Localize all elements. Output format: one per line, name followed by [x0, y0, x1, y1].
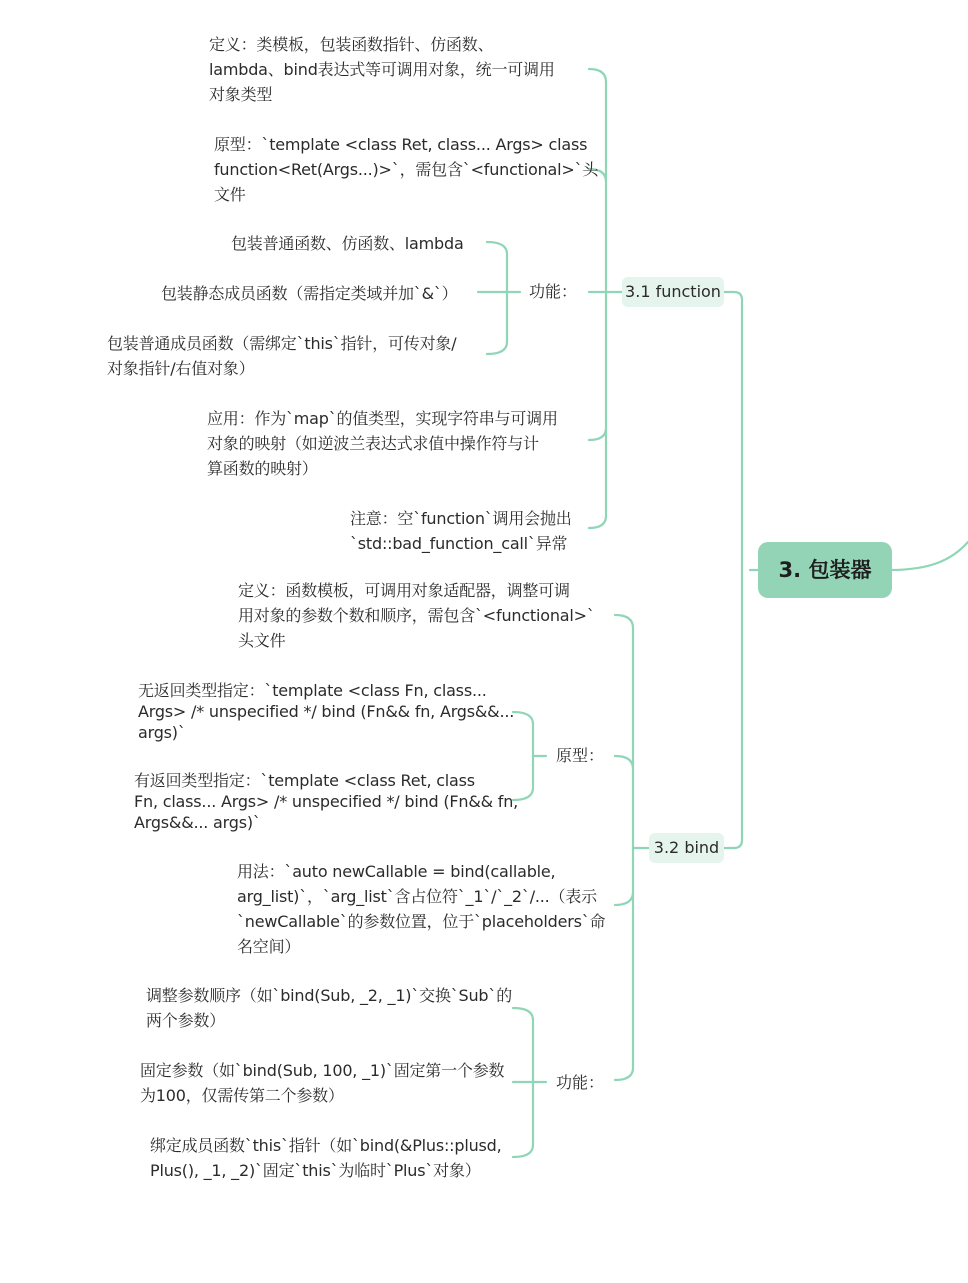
bind-prototype-item[interactable]	[134, 770, 518, 833]
text-line: args)`	[138, 723, 186, 742]
root-connector-right	[890, 542, 968, 570]
text-line: 对象的映射（如逆波兰表达式求值中操作符与计	[207, 434, 539, 453]
bind-prototype-item[interactable]	[138, 680, 514, 743]
text-line: 定义：函数模板，可调用对象适配器，调整可调	[238, 581, 570, 600]
function-definition[interactable]	[209, 32, 555, 107]
text-line: 包装普通函数、仿函数、lambda	[231, 234, 464, 253]
function-feature-item[interactable]	[107, 331, 456, 381]
text-line: 名空间）	[237, 937, 301, 956]
text-line: 无返回类型指定：`template <class Fn, class...	[138, 681, 487, 700]
bind-bracket	[615, 615, 649, 1080]
text-line: Args&&... args)`	[134, 813, 261, 832]
text-line: 为100，仅需传第二个参数）	[140, 1086, 344, 1105]
text-line: 包装普通成员函数（需绑定`this`指针，可传对象/	[107, 334, 457, 353]
text-line: 固定参数（如`bind(Sub, 100, _1)`固定第一个参数	[140, 1061, 505, 1080]
function-features-bracket	[478, 242, 520, 354]
bind-node[interactable]: 3.2 bind	[649, 833, 724, 863]
text-line: 算函数的映射）	[207, 459, 318, 478]
text-line: Fn, class... Args> /* unspecified */ bind (Fn&& fn,	[134, 792, 519, 811]
function-note[interactable]	[350, 506, 572, 556]
text-line: 用法：`auto newCallable = bind(callable,	[237, 862, 556, 881]
bind-prototype-label[interactable]: 原型：	[556, 746, 605, 765]
text-line: 绑定成员函数`this`指针（如`bind(&Plus::plusd,	[150, 1136, 502, 1155]
bind-definition[interactable]	[238, 578, 595, 653]
bind-feature-item[interactable]	[150, 1133, 502, 1183]
text-line: 注意：空`function`调用会抛出	[350, 509, 572, 528]
function-feature-item[interactable]	[161, 281, 457, 306]
text-line: 调整参数顺序（如`bind(Sub, _2, _1)`交换`Sub`的	[146, 986, 512, 1005]
text-line: 定义：类模板，包装函数指针、仿函数、	[209, 35, 494, 54]
text-line: function<Ret(Args...)>`，需包含`<functional>`头	[214, 160, 599, 179]
text-line: Plus(), _1, _2)`固定`this`为临时`Plus`对象）	[150, 1161, 481, 1180]
bind-feature-item[interactable]	[140, 1058, 504, 1108]
text-line: 应用：作为`map`的值类型，实现字符串与可调用	[207, 409, 558, 428]
text-line: 两个参数）	[146, 1011, 226, 1030]
function-features-label[interactable]: 功能：	[529, 282, 578, 301]
text-line: `newCallable`的参数位置，位于`placeholders`命	[237, 912, 606, 931]
text-line: 原型：`template <class Ret, class... Args> class	[214, 135, 588, 154]
text-line: 对象指针/右值对象）	[107, 359, 255, 378]
function-application[interactable]	[207, 406, 558, 481]
text-line: `std::bad_function_call`异常	[350, 534, 568, 553]
function-node[interactable]: 3.1 function	[622, 277, 724, 307]
text-line: Args> /* unspecified */ bind (Fn&& fn, Args&&...	[138, 702, 515, 721]
text-line: 头文件	[238, 631, 286, 650]
text-line: 有返回类型指定：`template <class Ret, class	[134, 771, 475, 790]
text-line: 用对象的参数个数和顺序，需包含`<functional>`	[238, 606, 595, 625]
text-line: 文件	[214, 185, 246, 204]
text-line: 包装静态成员函数（需指定类域并加`&`）	[161, 284, 458, 303]
function-prototype[interactable]	[214, 132, 598, 207]
root-node[interactable]: 3. 包装器	[758, 542, 892, 598]
bind-features-bracket	[513, 1008, 546, 1157]
bind-features-label[interactable]: 功能：	[556, 1073, 605, 1092]
text-line: arg_list)`，`arg_list`含占位符`_1`/`_2`/...（表示	[237, 887, 597, 906]
function-feature-item[interactable]	[231, 231, 464, 256]
text-line: lambda、bind表达式等可调用对象，统一可调用	[209, 60, 555, 79]
bind-feature-item[interactable]	[146, 983, 512, 1033]
text-line: 对象类型	[209, 85, 273, 104]
root-to-branches	[724, 292, 758, 848]
bind-usage[interactable]	[237, 859, 605, 959]
